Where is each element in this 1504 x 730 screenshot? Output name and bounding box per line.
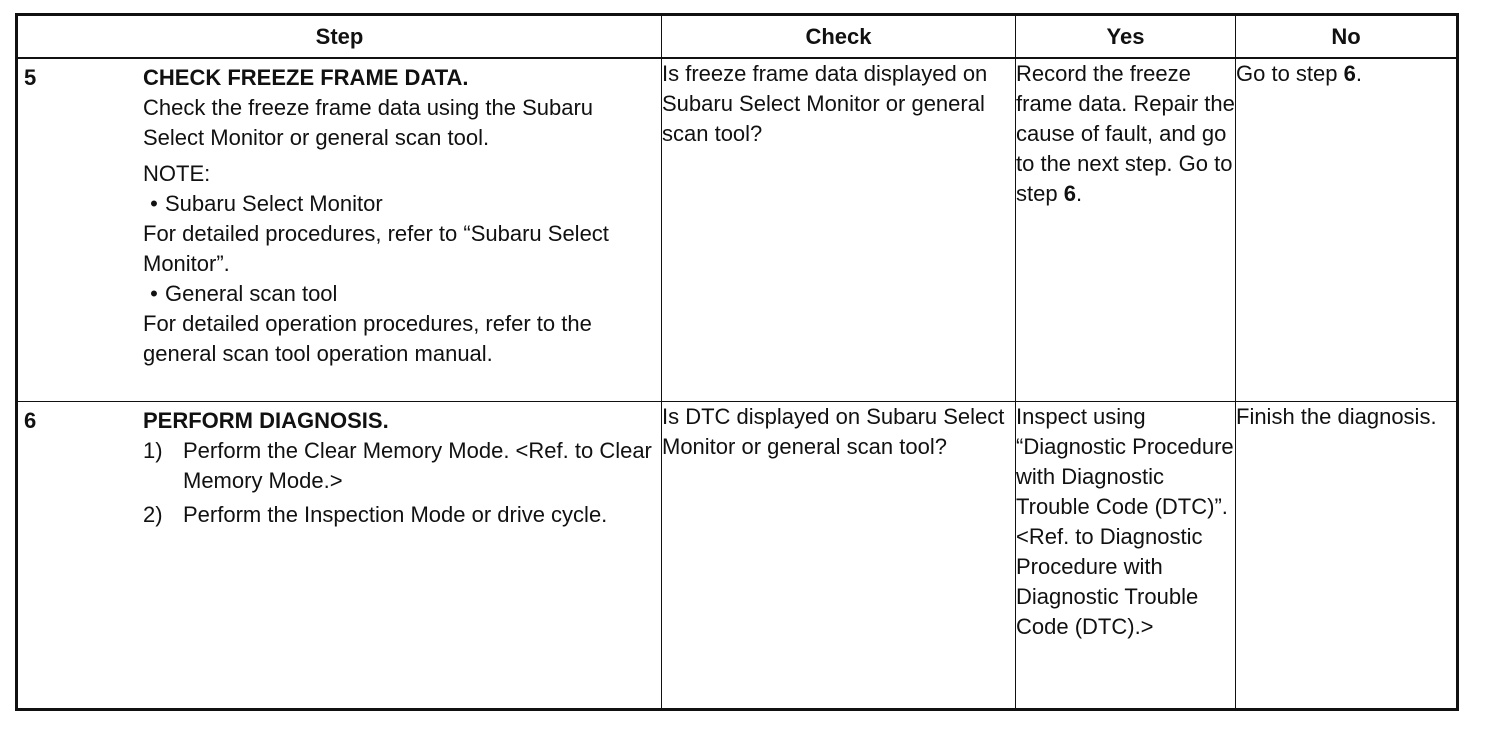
step-title: PERFORM DIAGNOSIS. (143, 408, 389, 433)
step-intro: Check the freeze frame data using the Subaru Select Monitor or general scan tool. (143, 95, 594, 150)
table-row (17, 402, 1458, 710)
no-cell: Finish the diagnosis. (1236, 402, 1458, 710)
header-check: Check (662, 15, 1016, 59)
step-number: 6 (24, 408, 37, 433)
header-yes: Yes (1016, 15, 1236, 59)
bullet-item (143, 279, 657, 309)
header-step: Step (17, 15, 662, 59)
procedure-text: Perform the Inspection Mode or drive cycle. (183, 502, 608, 527)
note-label: NOTE: (143, 161, 211, 186)
yes-cell (1016, 58, 1236, 402)
step-title: CHECK FREEZE FRAME DATA. (143, 65, 469, 90)
step-number: 5 (24, 65, 37, 90)
header-no: No (1236, 15, 1458, 59)
check-cell: Is freeze frame data displayed on Subaru Select Monitor or general scan tool? (662, 58, 1016, 402)
bullet-text: For detailed procedures, refer to “Subaru Select Monitor”. (143, 221, 609, 276)
yes-text: Record the freeze frame data. Repair the cause of fault, and go to the next step. Go to step (1016, 61, 1235, 206)
bullet-label: General scan tool (165, 281, 338, 306)
yes-step-ref: 6 (1063, 181, 1076, 206)
check-cell: Is DTC displayed on Subaru Select Monitor or general scan tool? (662, 402, 1016, 710)
no-suffix: . (1355, 61, 1363, 86)
table-row (17, 58, 1458, 402)
bullet-item (143, 189, 657, 219)
no-text: Go to step (1236, 61, 1338, 86)
yes-suffix: . (1075, 181, 1083, 206)
procedure-item (143, 436, 657, 496)
diagnostic-procedure-table (15, 13, 1459, 711)
no-cell (1236, 58, 1458, 402)
step-cell (17, 402, 662, 710)
procedure-number: 1) (143, 438, 163, 463)
bullet-text: For detailed operation procedures, refer to the general scan tool operation manual. (143, 311, 592, 366)
bullet-icon: • (150, 191, 158, 216)
step-cell (17, 58, 662, 402)
no-step-ref: 6 (1343, 61, 1356, 86)
bullet-icon: • (150, 281, 158, 306)
yes-cell: Inspect using “Diagnostic Procedure with Diagnostic Trouble Code (DTC)”. <Ref. to Diagnostic Procedure with Diagnostic Trouble Code (DTC).> (1016, 402, 1236, 710)
header-row (17, 15, 1458, 59)
procedure-text: Perform the Clear Memory Mode. <Ref. to Clear Memory Mode.> (183, 438, 652, 493)
procedure-number: 2) (143, 502, 163, 527)
procedure-item (143, 500, 657, 530)
bullet-label: Subaru Select Monitor (165, 191, 383, 216)
